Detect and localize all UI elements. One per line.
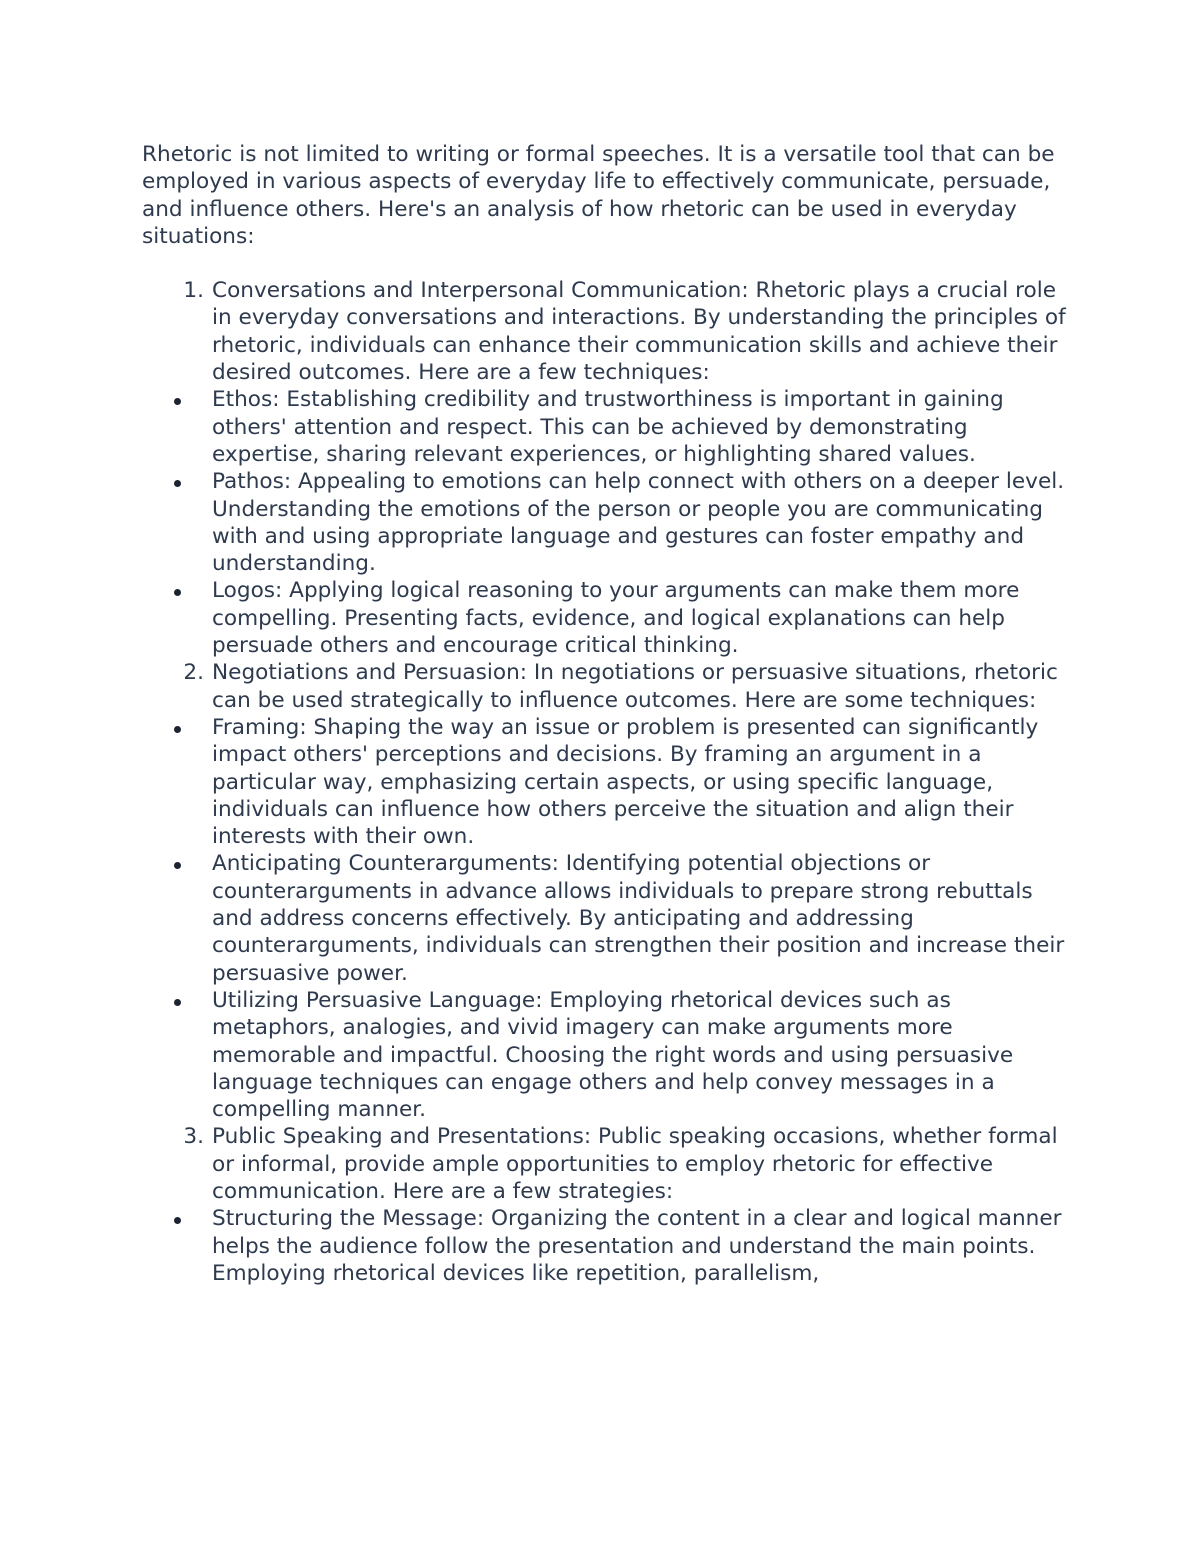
list-item-text: Utilizing Persuasive Language: Employing rhetorical devices such as metaphors, analogies, and vivid imagery can make arguments more memorable and impactful. Choosing the right words and using persuasive language techniques can engage others and help convey messages in a compelling manner.: [212, 987, 1014, 1123]
bullet-dot-icon: [174, 999, 181, 1006]
bullet-dot-icon: [174, 862, 181, 869]
bullet-list-item: [142, 714, 1072, 850]
list-number: 2.: [183, 660, 204, 686]
bullet-list-item: [142, 987, 1072, 1123]
bullet-list-item: [142, 1205, 1072, 1287]
list-item-text: Anticipating Counterarguments: Identifying potential objections or counterarguments in advance allows individuals to prepare strong rebuttals and address concerns effectively. By anticipating and addressing counterarguments, individuals can strengthen their position and increase their persuasive power.: [212, 851, 1065, 986]
bullet-dot-icon: [174, 398, 181, 405]
list-number: 3.: [183, 1124, 204, 1150]
list-item-text: Pathos: Appealing to emotions can help connect with others on a deeper level. Understanding the emotions of the person or people you are communicating with and using appropriate language and gestures can foster empathy and understanding.: [212, 469, 1065, 577]
bullet-list-item: [142, 386, 1072, 468]
list-item-text: Framing: Shaping the way an issue or problem is presented can significantly impact others' perceptions and decisions. By framing an argument in a particular way, emphasizing certain aspects, or using specific language, individuals can influence how others perceive the situation and align their interests with their own.: [212, 714, 1039, 850]
list-item-text: Negotiations and Persuasion: In negotiations or persuasive situations, rhetoric can be used strategically to influence outcomes. Here are some techniques:: [212, 660, 1058, 713]
bullet-dot-icon: [174, 726, 181, 733]
document-page: [142, 141, 1072, 1287]
list-item-text: Public Speaking and Presentations: Public speaking occasions, whether formal or informal, provide ample opportunities to employ rhetoric for effective communication. Here are a few strategies:: [212, 1124, 1058, 1204]
bullet-dot-icon: [174, 1217, 181, 1224]
list-item-text: Ethos: Establishing credibility and trustworthiness is important in gaining others' attention and respect. This can be achieved by demonstrating expertise, sharing relevant experiences, or highlighting shared values.: [212, 387, 1004, 467]
bullet-dot-icon: [174, 589, 181, 596]
bullet-dot-icon: [174, 480, 181, 487]
list-item-text: Structuring the Message: Organizing the content in a clear and logical manner helps the audience follow the presentation and understand the main points. Employing rhetorical devices like repetition, parallelism,: [212, 1206, 1062, 1286]
bullet-list-item: [142, 468, 1072, 577]
bullet-list-item: [142, 850, 1072, 986]
analysis-list: [142, 277, 1072, 1287]
numbered-list-item: [142, 1123, 1072, 1205]
bullet-list-item: [142, 577, 1072, 659]
numbered-list-item: [142, 659, 1072, 714]
list-item-text: Conversations and Interpersonal Communication: Rhetoric plays a crucial role in everyday conversations and interactions. By understanding the principles of rhetoric, individuals can enhance their communication skills and achieve their desired outcomes. Here are a few techniques:: [212, 278, 1066, 386]
list-item-text: Logos: Applying logical reasoning to your arguments can make them more compelling. Presenting facts, evidence, and logical explanations can help persuade others and encourage critical thinking.: [212, 578, 1020, 659]
numbered-list-item: [142, 277, 1072, 386]
list-number: 1.: [183, 278, 204, 304]
intro-paragraph: Rhetoric is not limited to writing or formal speeches. It is a versatile tool that can be employed in various aspects of everyday life to effectively communicate, persuade, and influence others. Here's an analysis of how rhetoric can be used in everyday situations:: [142, 142, 1055, 249]
